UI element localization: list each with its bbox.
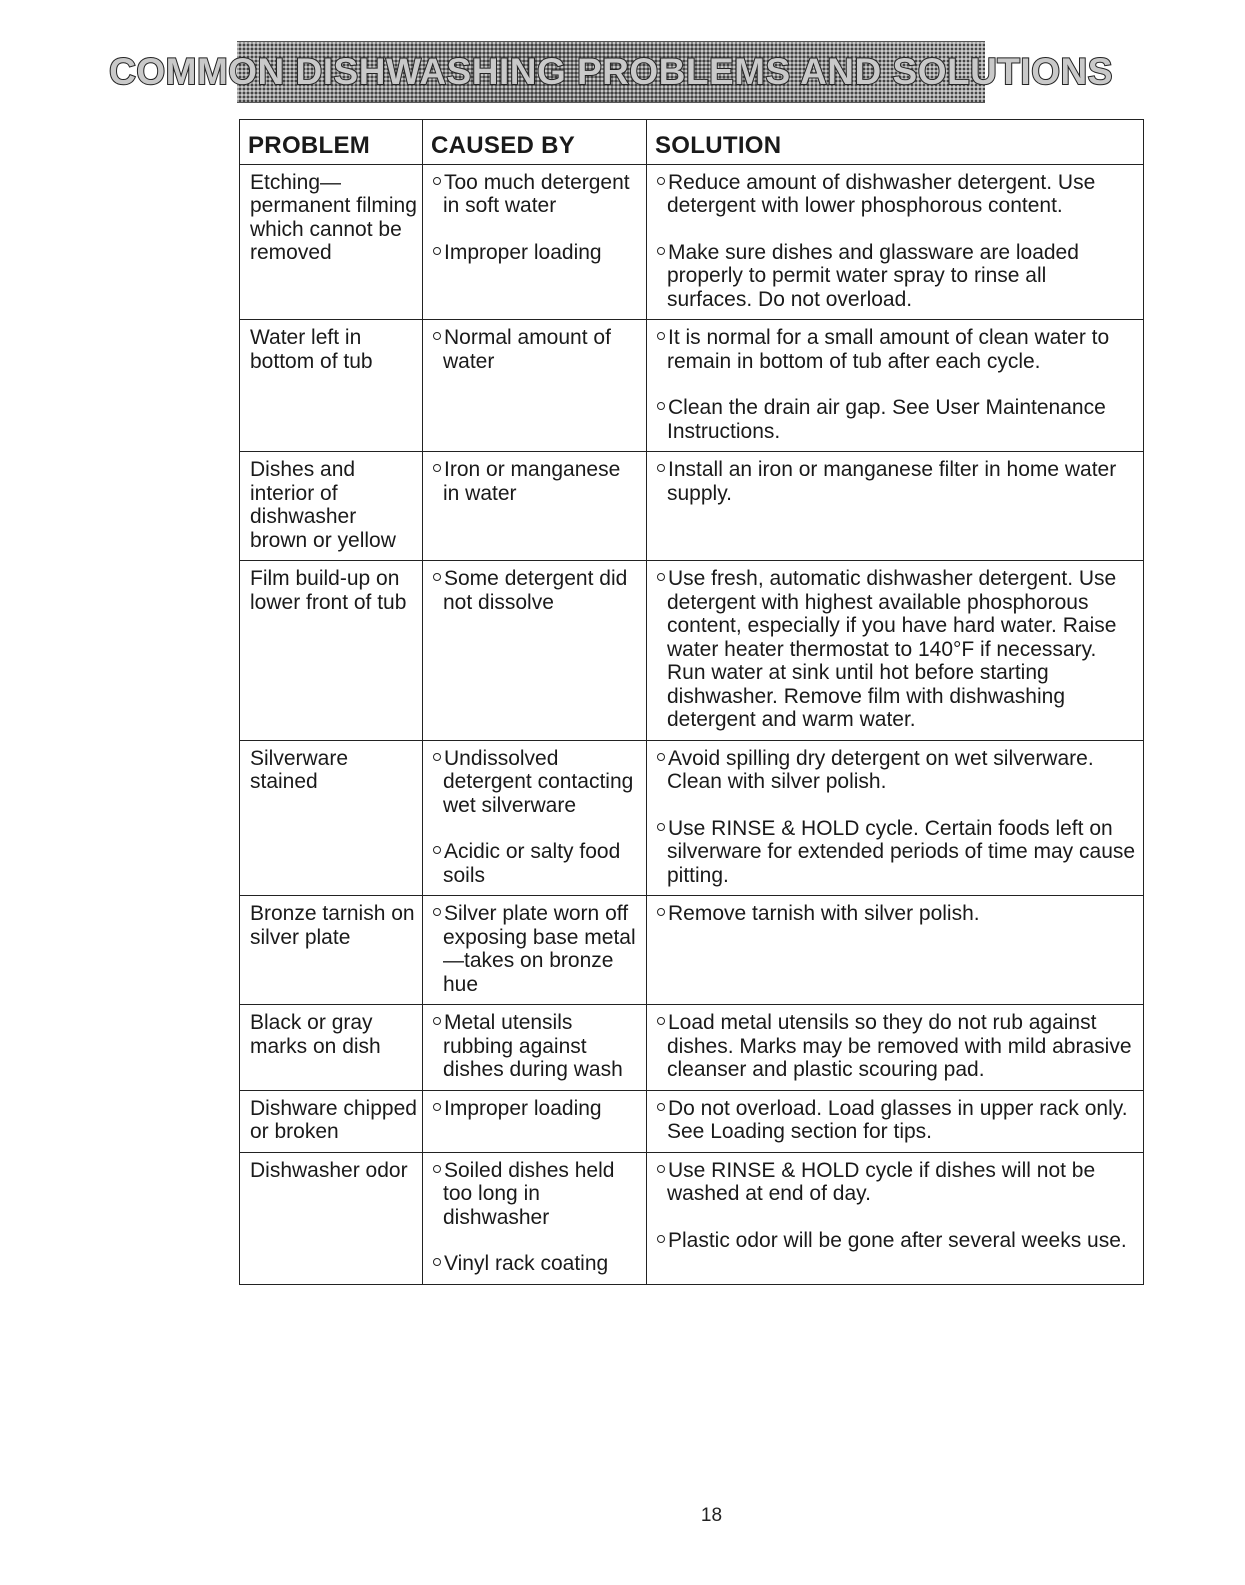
table-row (240, 164, 1144, 320)
bullet-icon (657, 823, 665, 831)
table-row (240, 320, 1144, 452)
bullet-icon (657, 464, 665, 472)
solution-item (657, 458, 1137, 505)
cause-cell (423, 164, 647, 320)
cause-cell (423, 896, 647, 1005)
table-row (240, 1152, 1144, 1284)
cause-cell (423, 740, 647, 896)
bullet-icon (657, 1165, 665, 1173)
cause-cell (423, 1090, 647, 1152)
solution-item (657, 396, 1137, 443)
bullet-icon (433, 332, 441, 340)
problem-cell: Dishware chipped or broken (240, 1090, 423, 1152)
solution-item (657, 1011, 1137, 1082)
bullet-icon (657, 1017, 665, 1025)
bullet-icon (433, 573, 441, 581)
cause-text: Some detergent did not dissolve (443, 567, 628, 614)
table-body (240, 164, 1144, 1284)
page-number: 18 (700, 1505, 723, 1526)
cause-item (433, 241, 642, 265)
table-row (240, 1005, 1144, 1091)
solution-cell (647, 561, 1144, 741)
solution-text: Reduce amount of dishwasher detergent. Use detergent with lower phosphorous content. (667, 170, 1096, 217)
problems-solutions-table (239, 119, 1144, 1285)
cause-text: Acidic or salty food soils (443, 840, 621, 887)
cause-item (433, 567, 642, 614)
page-title: COMMON DISHWASHING PROBLEMS AND SOLUTIONS (109, 51, 1113, 92)
problem-cell: Etching— permanent filming which cannot be removed (240, 164, 423, 320)
solution-item (657, 1159, 1137, 1206)
solution-cell (647, 452, 1144, 561)
solution-text: It is normal for a small amount of clean water to remain in bottom of tub after each cycle. (667, 326, 1110, 373)
problem-cell: Black or gray marks on dish (240, 1005, 423, 1091)
solution-text: Clean the drain air gap. See User Maintenance Instructions. (667, 396, 1106, 443)
table-row (240, 452, 1144, 561)
cause-item (433, 840, 642, 887)
cause-item (433, 171, 642, 218)
cause-text: Silver plate worn off exposing base metal—takes on bronze hue (443, 902, 636, 996)
bullet-icon (657, 177, 665, 185)
bullet-icon (433, 464, 441, 472)
problems-table-container (239, 119, 1143, 1285)
table-header-row (240, 120, 1144, 165)
cause-item (433, 1159, 642, 1230)
solution-column-header: SOLUTION (647, 120, 1144, 165)
caused-by-column-header: CAUSED BY (423, 120, 647, 165)
cause-text: Improper loading (444, 240, 602, 264)
bullet-icon (433, 1165, 441, 1173)
solution-text: Plastic odor will be gone after several weeks use. (668, 1228, 1127, 1252)
solution-text: Load metal utensils so they do not rub against dishes. Marks may be removed with mild abrasive cleanser and plastic scouring pad. (667, 1011, 1132, 1081)
bullet-icon (433, 177, 441, 185)
cause-item (433, 1011, 642, 1082)
cause-text: Normal amount of water (443, 326, 611, 373)
solution-text: Use RINSE & HOLD cycle. Certain foods left on silverware for extended periods of time may cause pitting. (667, 816, 1136, 887)
bullet-icon (657, 573, 665, 581)
solution-item (657, 902, 1137, 926)
cause-text: Vinyl rack coating (444, 1252, 609, 1275)
solution-text: Remove tarnish with silver polish. (668, 902, 980, 925)
problem-cell: Silverware stained (240, 740, 423, 896)
solution-cell (647, 896, 1144, 1005)
problem-cell: Dishes and interior of dishwasher brown or yellow (240, 452, 423, 561)
solution-item (657, 326, 1137, 373)
cause-text: Metal utensils rubbing against dishes during wash (443, 1011, 623, 1081)
bullet-icon (657, 908, 665, 916)
solution-text: Make sure dishes and glassware are loaded properly to permit water spray to rinse all surfaces. Do not overload. (667, 240, 1079, 311)
solution-item (657, 747, 1137, 794)
cause-cell (423, 452, 647, 561)
bullet-icon (657, 753, 665, 761)
bullet-icon (433, 908, 441, 916)
cause-item (433, 458, 642, 505)
bullet-icon (657, 332, 665, 340)
cause-item (433, 1252, 642, 1276)
solution-item (657, 567, 1137, 732)
solution-text: Install an iron or manganese filter in home water supply. (667, 458, 1117, 505)
solution-text: Do not overload. Load glasses in upper rack only. See Loading section for tips. (667, 1096, 1128, 1143)
solution-cell (647, 1005, 1144, 1091)
solution-text: Use RINSE & HOLD cycle if dishes will not be washed at end of day. (667, 1158, 1096, 1205)
solution-text: Use fresh, automatic dishwasher detergent. Use detergent with highest available phosphorous content, especially if you have hard water. Raise water heater thermostat to 140°F if necessary. Run water at sink until hot before starting dishwasher. Remove film with dishwashing detergent and warm water. (667, 567, 1117, 731)
table-row (240, 740, 1144, 896)
cause-cell (423, 561, 647, 741)
cause-item (433, 1097, 642, 1121)
problem-cell: Dishwasher odor (240, 1152, 423, 1284)
bullet-icon (657, 1103, 665, 1111)
solution-item (657, 1229, 1137, 1253)
bullet-icon (657, 247, 665, 255)
cause-item (433, 902, 642, 996)
solution-item (657, 817, 1137, 888)
table-row (240, 896, 1144, 1005)
cause-text: Improper loading (444, 1096, 602, 1120)
bullet-icon (657, 402, 665, 410)
problem-column-header: PROBLEM (240, 120, 423, 165)
solution-item (657, 171, 1137, 218)
cause-cell (423, 320, 647, 452)
table-row (240, 1090, 1144, 1152)
bullet-icon (433, 846, 441, 854)
bullet-icon (433, 753, 441, 761)
solution-item (657, 1097, 1137, 1144)
table-row (240, 561, 1144, 741)
bullet-icon (657, 1235, 665, 1243)
cause-text: Soiled dishes held too long in dishwasher (443, 1158, 615, 1229)
bullet-icon (433, 1017, 441, 1025)
solution-cell (647, 1152, 1144, 1284)
solution-cell (647, 164, 1144, 320)
solution-text: Avoid spilling dry detergent on wet silverware. Clean with silver polish. (667, 746, 1094, 793)
bullet-icon (433, 1258, 441, 1266)
cause-text: Undissolved detergent contacting wet silverware (443, 746, 634, 817)
bullet-icon (433, 1103, 441, 1111)
solution-cell (647, 320, 1144, 452)
cause-item (433, 326, 642, 373)
cause-text: Iron or manganese in water (443, 458, 621, 505)
bullet-icon (433, 247, 441, 255)
problem-cell: Bronze tarnish on silver plate (240, 896, 423, 1005)
cause-text: Too much detergent in soft water (443, 170, 630, 217)
problem-cell: Water left in bottom of tub (240, 320, 423, 452)
cause-cell (423, 1152, 647, 1284)
title-banner (109, 41, 1113, 103)
cause-item (433, 747, 642, 818)
solution-cell (647, 1090, 1144, 1152)
solution-item (657, 241, 1137, 312)
cause-cell (423, 1005, 647, 1091)
problem-cell: Film build-up on lower front of tub (240, 561, 423, 741)
solution-cell (647, 740, 1144, 896)
